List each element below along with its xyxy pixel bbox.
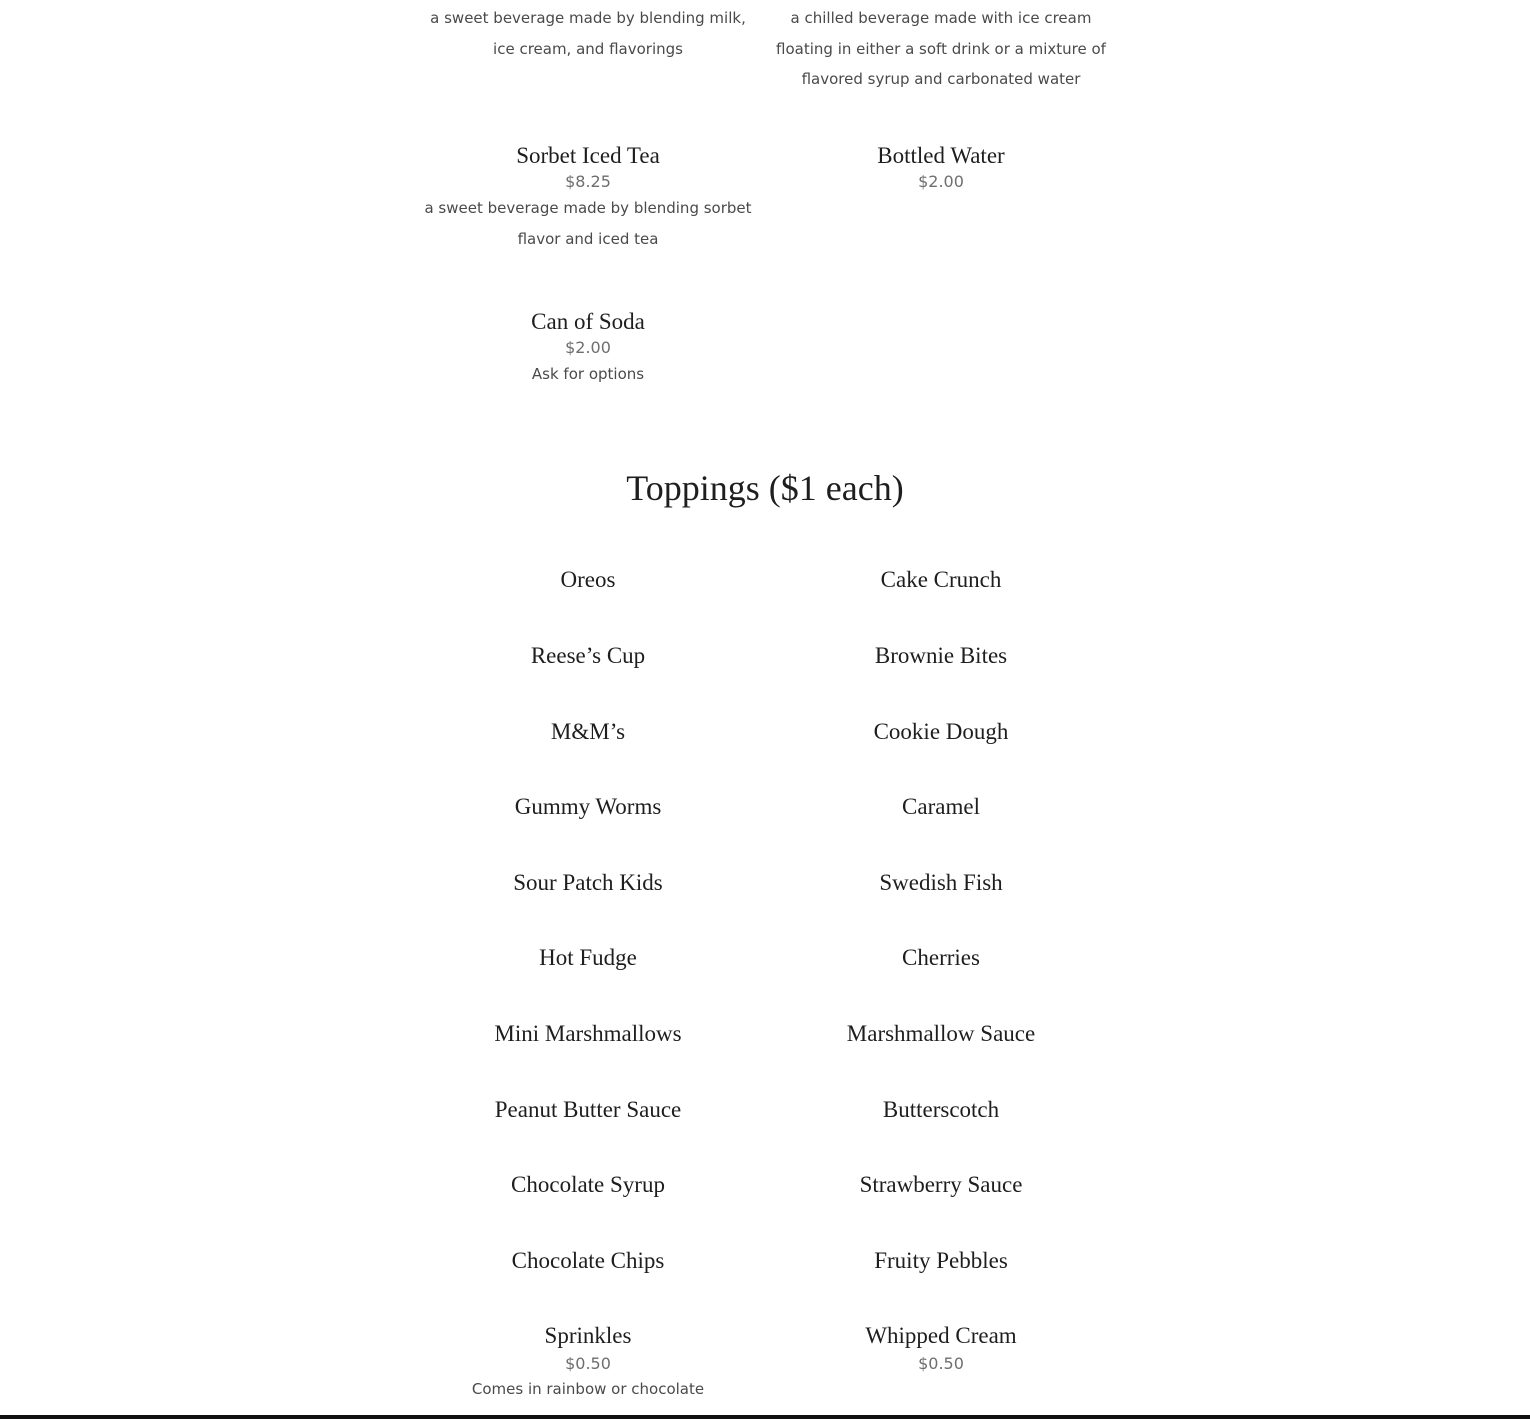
topping-name: Cookie Dough [873,719,1009,744]
milkshake-description: a sweet beverage made by blending milk, ice cream, and flavorings [430,9,746,58]
topping-item [765,1096,1117,1124]
topping-name: Whipped Cream [865,1323,1017,1348]
topping-item [412,1096,764,1124]
topping-item [412,1171,764,1199]
topping-item [765,718,1117,746]
topping-item [412,1020,764,1048]
section-title-toppings: Toppings ($1 each) [626,468,904,508]
topping-name: Chocolate Syrup [511,1172,665,1197]
topping-name: Peanut Butter Sauce [494,1097,682,1122]
topping-name: Cake Crunch [880,567,1002,592]
topping-item-sprinkles [412,1322,764,1405]
float-description: a chilled beverage made with ice cream floating in either a soft drink or a mixture of flavored syrup and carbonated water [776,9,1106,88]
topping-name: Oreos [560,567,616,592]
menu-item-price: $8.25 [565,172,611,191]
topping-item [765,793,1117,821]
menu-item-can-of-soda [412,308,764,390]
topping-name: Strawberry Sauce [859,1172,1023,1197]
topping-name: Butterscotch [882,1097,1000,1122]
topping-item [412,718,764,746]
topping-name: Brownie Bites [874,643,1008,668]
menu-item-description: a sweet beverage made by blending sorbet flavor and iced tea [424,199,752,248]
topping-name: Fruity Pebbles [874,1248,1008,1273]
menu-item-price: $2.00 [918,172,964,191]
topping-item [412,793,764,821]
topping-name: M&M’s [550,719,626,744]
topping-item [412,1247,764,1275]
topping-item [412,869,764,897]
topping-item [412,642,764,670]
topping-item [765,566,1117,594]
topping-item [765,869,1117,897]
menu-item-sorbet-iced-tea [412,142,764,254]
topping-price: $0.50 [565,1354,611,1373]
topping-item [765,642,1117,670]
topping-description: Comes in rainbow or chocolate [471,1380,705,1398]
topping-item [765,1171,1117,1199]
topping-price: $0.50 [918,1354,964,1373]
topping-item [412,944,764,972]
topping-name: Swedish Fish [879,870,1003,895]
topping-name: Chocolate Chips [511,1248,665,1273]
topping-item [765,1247,1117,1275]
topping-item [412,566,764,594]
topping-item-whipped-cream [765,1322,1117,1374]
topping-name: Sprinkles [544,1323,632,1348]
topping-name: Gummy Worms [514,794,662,819]
topping-name: Reese’s Cup [530,643,646,668]
topping-item [765,944,1117,972]
topping-name: Cherries [902,945,980,970]
topping-name: Caramel [902,794,980,819]
menu-item-name: Can of Soda [531,309,645,334]
topping-name: Hot Fudge [539,945,637,970]
menu-item-price: $2.00 [565,338,611,357]
menu-item-bottled-water [765,142,1117,192]
topping-item [765,1020,1117,1048]
topping-name: Sour Patch Kids [513,870,663,895]
menu-item-name: Bottled Water [877,143,1005,168]
menu-item-name: Sorbet Iced Tea [516,143,660,168]
bottom-divider [0,1415,1530,1419]
topping-name: Mini Marshmallows [494,1021,682,1046]
topping-name: Marshmallow Sauce [846,1021,1036,1046]
menu-item-description: Ask for options [531,365,645,383]
